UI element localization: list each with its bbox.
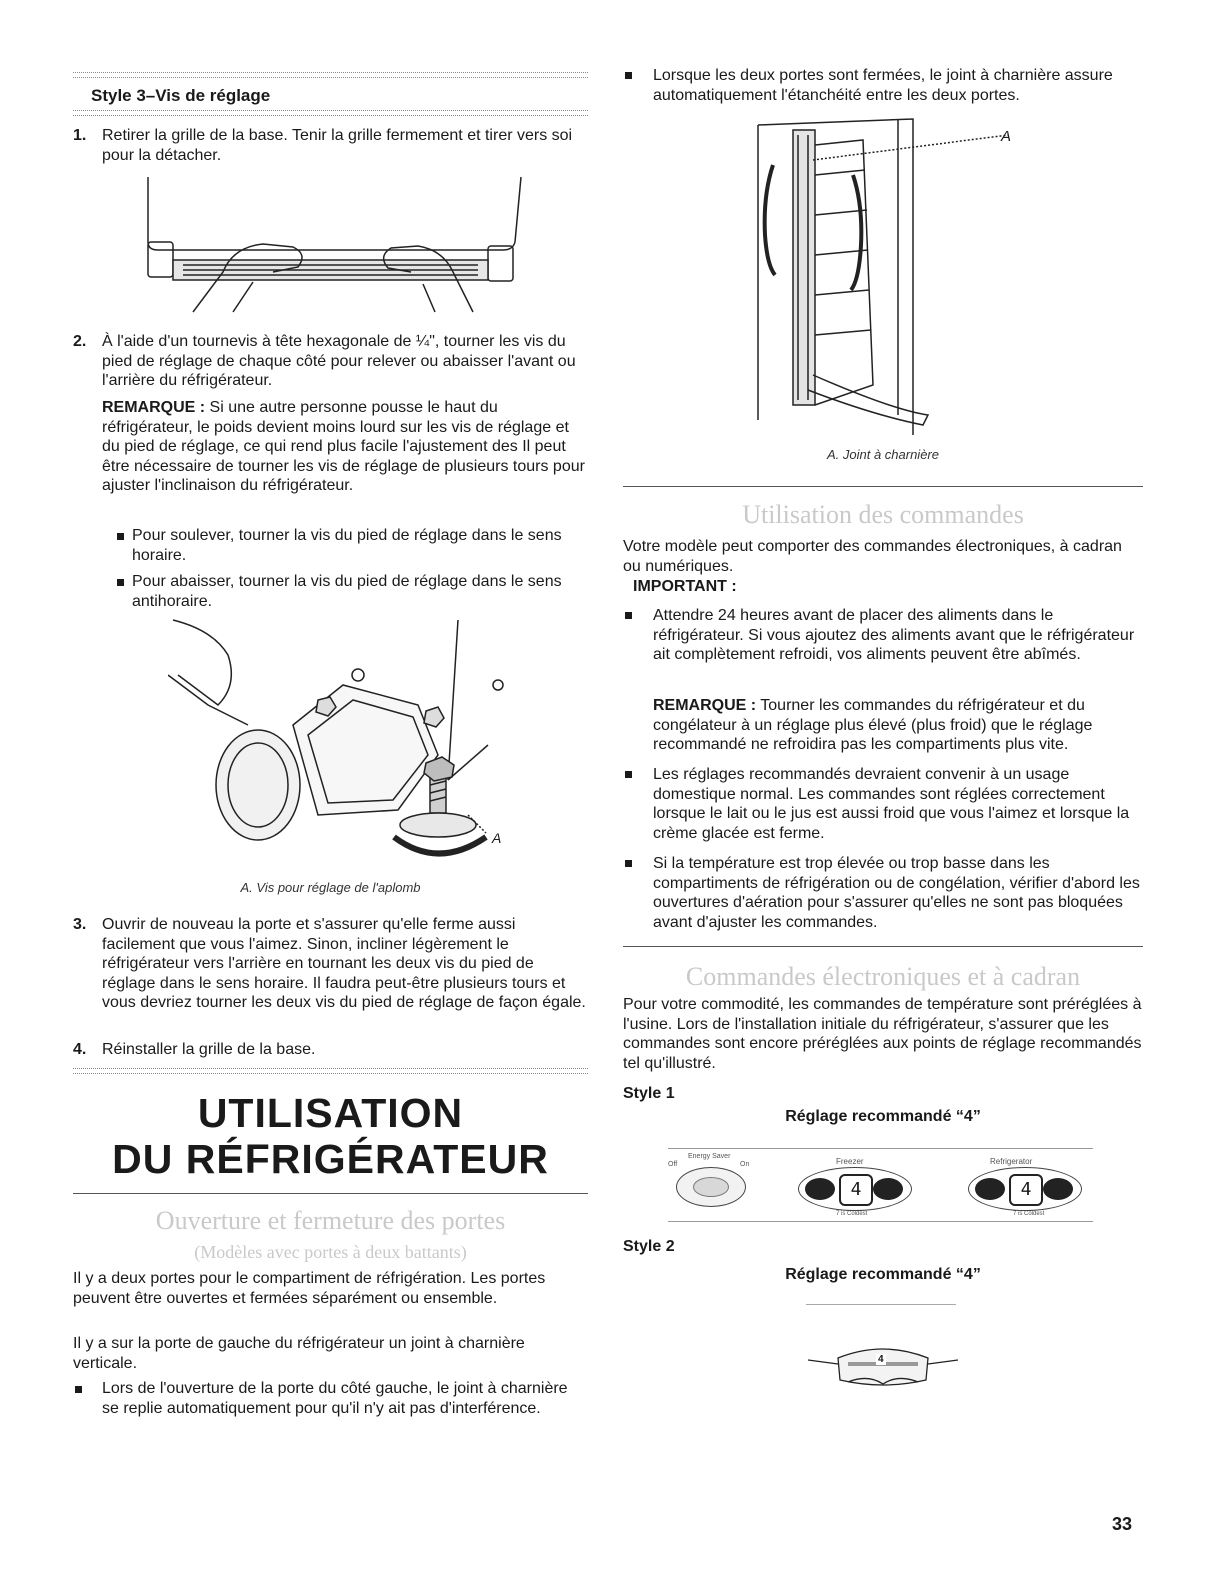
remark-paragraph [102,398,588,496]
freezer-down-button[interactable] [805,1178,835,1200]
freezer-control [798,1167,912,1211]
bullet-recommended-settings: Les réglages recommandés devraient convenir à un usage domestique normal. Les commandes sont réglées correctement lorsque le lait ou le jus est aussi froid que vous l'aimez et lorsque la crème glacée est ferme. [653,766,1130,842]
off-label: Off [668,1161,678,1168]
step-number: 4. [73,1041,87,1058]
on-label: On [740,1161,750,1168]
heading-rule-bottom [73,110,588,116]
freezer-label: Freezer [836,1157,864,1166]
style2-label: Style 2 [623,1238,675,1255]
step-4 [73,1040,588,1060]
doors-paragraph-1: Il y a deux portes pour le compartiment de réfrigération. Les portes peuvent être ouvertes et fermées séparément ou ensemble. [73,1270,546,1307]
bullet-marker [625,72,632,79]
bullet-marker [625,771,632,778]
section-title-electronic: Commandes électroniques et à cadran [685,962,1081,991]
step-text: À l'aide d'un tournevis à tête hexagonale de ¼", tourner les vis du pied de réglage de chaque côté pour relever ou abaisser l'avant ou l'arrière du réfrigérateur. [102,333,576,389]
electronic-paragraph: Pour votre commodité, les commandes de température sont préréglées à l'usine. Lors de l'installation initiale du réfrigérateur, s'assurer que les commandes sont encore préréglées aux points de réglage recommandés tel qu'illustré. [623,996,1142,1072]
figure-label-a: A [492,830,502,846]
freezer-coldest-label: 7 is Coldest [836,1211,868,1217]
remark-paragraph-right [653,696,1143,755]
dial-knob-icon [808,1338,958,1393]
remark-text: Tourner les commandes du réfrigérateur et du congélateur à un réglage plus élevé (plus froid) que le réglage recommandé ne refroidira pas les compartiments plus vite. [653,697,1093,753]
section-rule [73,1068,588,1074]
remark-label: REMARQUE : [102,399,206,416]
bullet-lower: Pour abaisser, tourner la vis du pied de réglage dans le sens antihoraire. [132,573,562,610]
refrigerator-up-button[interactable] [1043,1178,1073,1200]
electronic-control-panel [668,1148,1093,1222]
important-label: IMPORTANT : [633,578,737,595]
controls-intro: Votre modèle peut comporter des commandes électroniques, à cadran ou numériques. [623,538,1122,575]
style1-label: Style 1 [623,1085,675,1102]
bullet-marker [625,612,632,619]
main-title [73,1090,588,1182]
step-text: Réinstaller la grille de la base. [102,1041,316,1058]
bullet-marker [625,860,632,867]
step-number: 1. [73,127,87,144]
figure-label-a: A [1001,128,1012,145]
section-title-doors: Ouverture et fermeture des portes [155,1206,506,1235]
bullet-marker [75,1386,82,1393]
doors-paragraph-2: Il y a sur la porte de gauche du réfrigérateur un joint à charnière verticale. [73,1335,525,1372]
energy-saver-button[interactable] [676,1167,746,1207]
step-1 [73,126,588,166]
divider [73,1193,588,1194]
freezer-up-button[interactable] [873,1178,903,1200]
heading-rule-top [73,72,588,78]
dial-setting-value: 4 [878,1354,884,1365]
main-title-line2: DU RÉFRIGÉRATEUR [112,1136,549,1182]
refrigerator-control [968,1167,1082,1211]
divider [623,946,1143,947]
dial-rule [806,1304,956,1305]
step-text: Ouvrir de nouveau la porte et s'assurer qu'elle ferme aussi facilement que vous l'aimez. Sinon, incliner légèrement le réfrigérateur vers l'arrière en tournant les deux vis du pied de réglage dans le sens horaire. Il faudra peut-être plusieurs tours et vous devriez tourner les deux vis du pied de réglage de façon égale. [102,916,586,1011]
refrigerator-label: Refrigerator [990,1157,1033,1166]
style2-setting: Réglage recommandé “4” [785,1266,981,1283]
freezer-display: 4 [839,1174,873,1206]
step-3 [73,915,588,1035]
main-title-line1: UTILISATION [197,1090,464,1136]
style1-setting: Réglage recommandé “4” [785,1108,981,1125]
bullet-marker [117,533,124,540]
bullet-raise: Pour soulever, tourner la vis du pied de réglage dans le sens horaire. [132,527,562,564]
refrigerator-coldest-label: 7 is Coldest [1013,1211,1045,1217]
step-2 [73,332,588,392]
section-title-controls: Utilisation des commandes [742,500,1024,529]
dial-control[interactable] [808,1338,958,1393]
base-grille-illustration [143,172,543,322]
energy-saver-label: Energy Saver [688,1153,731,1160]
hinged-seal-illustration [753,115,1033,440]
bullet-wait-24h: Attendre 24 heures avant de placer des aliments dans le réfrigérateur. Si vous ajoutez des aliments avant que le réfrigérateur ait complètement refroidi, vos aliments peuvent être abîmés. [653,607,1135,663]
step-number: 3. [73,916,87,933]
leveling-foot-illustration [168,615,518,875]
hinge-caption: A. Joint à charnière [826,447,939,462]
page-number: 33 [1112,1514,1133,1534]
refrigerator-display: 4 [1009,1174,1043,1206]
section-subtitle-doors: (Modèles avec portes à deux battants) [194,1242,467,1262]
bullet-hinge-open: Lors de l'ouverture de la porte du côté gauche, le joint à charnière se replie automatiquement pour qu'il n'y ait pas d'interférence. [102,1380,568,1417]
refrigerator-down-button[interactable] [975,1178,1005,1200]
bullet-temperature: Si la température est trop élevée ou trop basse dans les compartiments de réfrigération ou de congélation, vérifier d'abord les ouvertures d'aération pour s'assurer qu'elles ne sont pas bloquées avant d'ajuster les commandes. [653,855,1140,931]
remark-label: REMARQUE : [653,697,757,714]
style3-heading: Style 3–Vis de réglage [91,86,271,105]
step-text: Retirer la grille de la base. Tenir la grille fermement et tirer vers soi pour la détacher. [102,127,573,164]
bullet-marker [117,579,124,586]
bullet-doors-closed: Lorsque les deux portes sont fermées, le joint à charnière assure automatiquement l'étanchéité entre les deux portes. [653,67,1113,104]
step-number: 2. [73,333,87,350]
leveling-caption: A. Vis pour réglage de l'aplomb [240,880,421,895]
energy-saver-switch-icon [693,1177,729,1197]
divider [623,486,1143,487]
remark-text: Si une autre personne pousse le haut du réfrigérateur, le poids devient moins lourd sur les vis de réglage et du pied de réglage, ce qui rend plus facile l'ajustement des Il peut être nécessaire de tourner les vis de réglage de plusieurs tours pour ajuster l'inclinaison du réfrigérateur. [102,399,585,494]
